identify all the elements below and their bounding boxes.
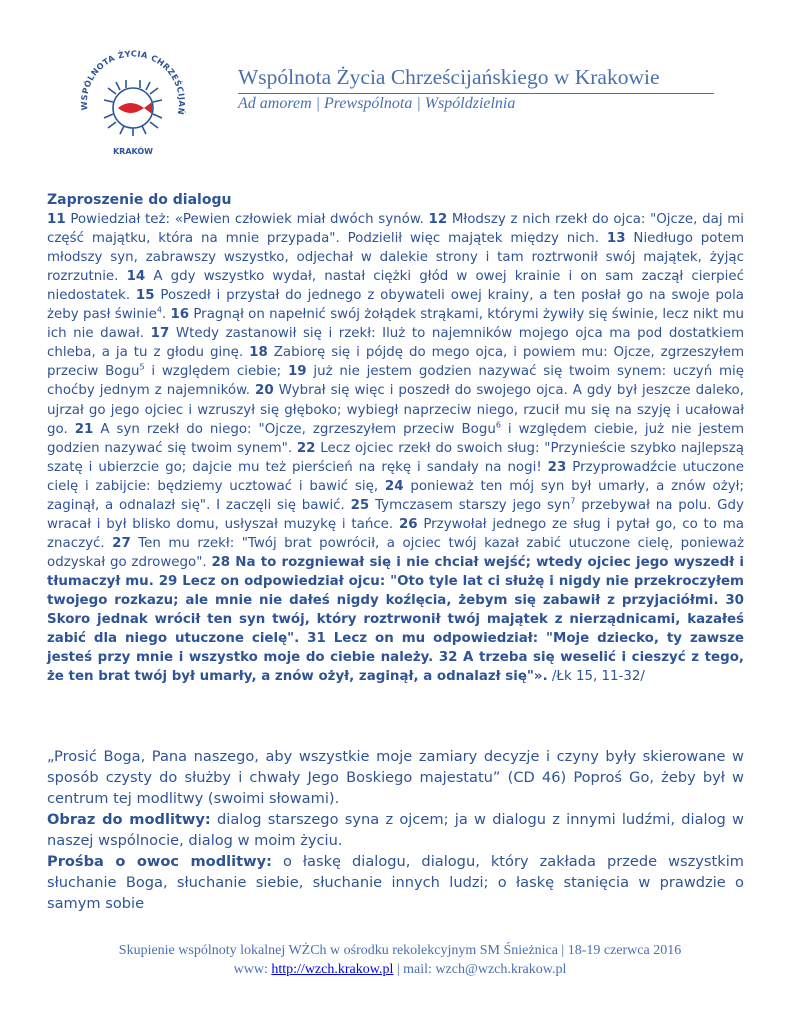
verse-number: 25 [350,497,370,513]
verse-text: Młodszy z nich rzekł do ojca: "Ojcze, daj mi część majątku, która na mnie przypada". Podzielił więc majątek między nich. [47,212,744,247]
page-footer [60,941,740,979]
footer-event-line: Skupienie wspólnoty lokalnej WŻCh w ośrodku rekolekcyjnym SM Śnieżnica | 18-19 czerwca 2016 [118,943,682,958]
footer-www-label: www: [233,962,272,977]
footer-mail: | mail: wzch@wzch.krakow.pl [393,962,567,977]
verse-number: 13 [606,231,626,247]
verse-number: 16 [170,307,190,323]
header-subtitle: Ad amorem | Prewspólnota | Wspóldzielnia [238,95,516,112]
verse-text: Niedługo potem młodszy syn, zabrawszy wszystko, odjechał w dalekie strony i tam roztrwonił swój majątek, żyjąc rozrzutnie. [47,231,744,285]
verse-number: 26 [398,516,418,532]
prayer-fruit-text: o łaskę dialogu, dialogu, który zakłada przede wszystkim słuchanie Boga, słuchanie siebie, słuchanie innych ludzi; o łaskę stanięcia w prawdzie o samym sobie [47,853,744,912]
verse-number: 15 [135,288,155,304]
verse-text: Przywołał jednego ze sług i pytał go, co to ma znaczyć. [47,516,744,551]
verse-text: Tymczasem starszy jego syn [369,497,571,513]
scripture-reference: /Łk 15, 11-32/ [547,669,645,685]
verse-number: 22 [296,440,316,456]
verse-text: Wtedy zastanowił się i rzekł: Iluż to najemników mojego ojca ma pod dostatkiem chleba, a ja tu z głodu ginę. [47,326,744,361]
footnote-link[interactable]: 5 [139,362,145,372]
verse-number: 20 [255,383,274,399]
community-logo [58,40,208,160]
verse-number: 27 [112,535,131,551]
reading-title: Zaproszenie do dialogu [47,192,232,208]
footnote-link[interactable]: 6 [495,420,501,430]
prayer-fruit-label: Prośba o owoc modlitwy: [47,853,272,870]
svg-text:WSPÓLNOTA ŻYCIA CHRZEŚCIJAŃSKI [58,40,188,116]
preparatory-prayer: „Prosić Boga, Pana naszego, aby wszystkie moje zamiary decyzje i czyny były skierowane w sposób czysty do służby i chwały Jego Boskiego majestatu” (CD 46) Poproś Go, żeby był w centrum tej modlitwy (swoimi słowami). [47,748,744,807]
verse-text: ponieważ ten mój syn był umarły, a znów ożył; zaginął, a odnalazł się". I zaczęli się bawić. [47,478,744,513]
verse-text: . [161,307,171,323]
prayer-image-label: Obraz do modlitwy: [47,811,211,828]
verse-text: Lecz ojciec rzekł do swoich sług: "Przynieście szybko najlepszą szatę i ubierzcie go; dajcie mu też pierścień na rękę i sandały na nogi! [47,440,745,475]
verse-number: 23 [547,459,567,475]
meditation-section [47,746,744,914]
verse-text: Zabiorę się i pójdę do mego ojca, i powiem mu: Ojcze, zgrzeszyłem przeciw Bogu [47,345,744,380]
verse-number: 12 [428,212,448,228]
verse-text: i względem ciebie, już nie jestem godzien nazywać się twoim synem". [47,421,745,456]
verse-number: 14 [126,269,146,285]
verse-text: Pragnął on napełnić swój żołądek strąkami, którymi żywiły się świnie, lecz nikt mu ich nie dawał. [47,307,744,342]
verse-text: Przyprowadźcie utuczone cielę i zabijcie: będziemy ucztować i bawić się, [47,459,744,494]
verse-number: 18 [249,345,268,361]
highlighted-passage: 28 Na to rozgniewał się i nie chciał wejść; wtedy ojciec jego wyszedł i tłumaczył mu. 29 Lecz on odpowiedział ojcu: "Oto tyle lat ci służę i nigdy nie przekroczyłem twojego rozkazu; ale mnie nie dałeś nigdy koźlęcia, żebym się zabawił z przyjaciółmi. 30 Skoro jednak wrócił ten syn twój, który roztrwonił twój majątek z nierządnicami, kazałeś zabić dla niego utuczone cielę". 31 Lecz on mu odpowiedział: "Moje dziecko, ty zawsze jesteś przy mnie i wszystko moje do ciebie należy. 32 A trzeba się weselić i cieszyć z tego, że ten brat twój był umarły, a znów ożył, zaginął, a odnalazł się"». [47,554,744,685]
verse-text: Ten mu rzekł: "Twój brat powrócił, a ojciec twój kazał zabić utuczone cielę, ponieważ odzyskał go zdrowego". [47,535,744,570]
prayer-image-text: dialog starszego syna z ojcem; ja w dialogu z innymi ludźmi, dialog w naszej wspólnocie, dialog w moim życiu. [47,811,744,849]
prayer-fruit-paragraph [47,851,744,914]
verse-number: 24 [384,478,404,494]
scripture-reading [47,191,744,686]
verse-number: 19 [287,364,307,380]
verse-text: Powiedział też: «Pewien człowiek miał dwóch synów. [65,212,429,228]
verse-number: 21 [74,421,94,437]
logo-text: WSPÓLNOTA ŻYCIA CHRZEŚCIJAŃ [78,48,188,116]
header-title: Wspólnota Życia Chrześcijańskiego w Krakowie [238,65,660,89]
footnote-link[interactable]: 7 [570,496,576,506]
prayer-image-paragraph [47,809,744,851]
verse-text: Poszedł i przystał do jednego z obywateli owej krainy, a ten posłał go na swoje pola żeby pasł świnie [47,288,745,323]
verse-text: Wybrał się więc i poszedł do swojego ojca. A gdy był jeszcze daleko, ujrzał go jego ojciec i wzruszył się głęboko; wybiegł naprzeciw niego, rzucił mu się na szyję i ucałował go. [47,383,744,437]
verse-number: 17 [150,326,170,342]
logo-city: KRAKÓW [112,147,154,156]
verse-text: A gdy wszystko wydał, nastał ciężki głód w owej krainie i on sam zaczął cierpieć niedostatek. [47,269,744,304]
footnote-link[interactable]: 4 [156,305,162,315]
verse-text: A syn rzekł do niego: "Ojcze, zgrzeszyłem przeciw Bogu [93,421,496,437]
website-link[interactable]: http://wzch.krakow.pl [271,962,394,977]
verse-text: przebywał na polu. Gdy wracał i był blisko domu, usłyszał muzykę i tańce. [47,497,744,532]
verse-text: już nie jestem godzien nazywać się twoim synem: uczyń mię choćby jednym z najemników. [47,364,745,399]
verse-number: 11 [47,212,66,228]
footer-contact-line [60,960,740,979]
verse-text: i względem ciebie; [144,364,288,380]
